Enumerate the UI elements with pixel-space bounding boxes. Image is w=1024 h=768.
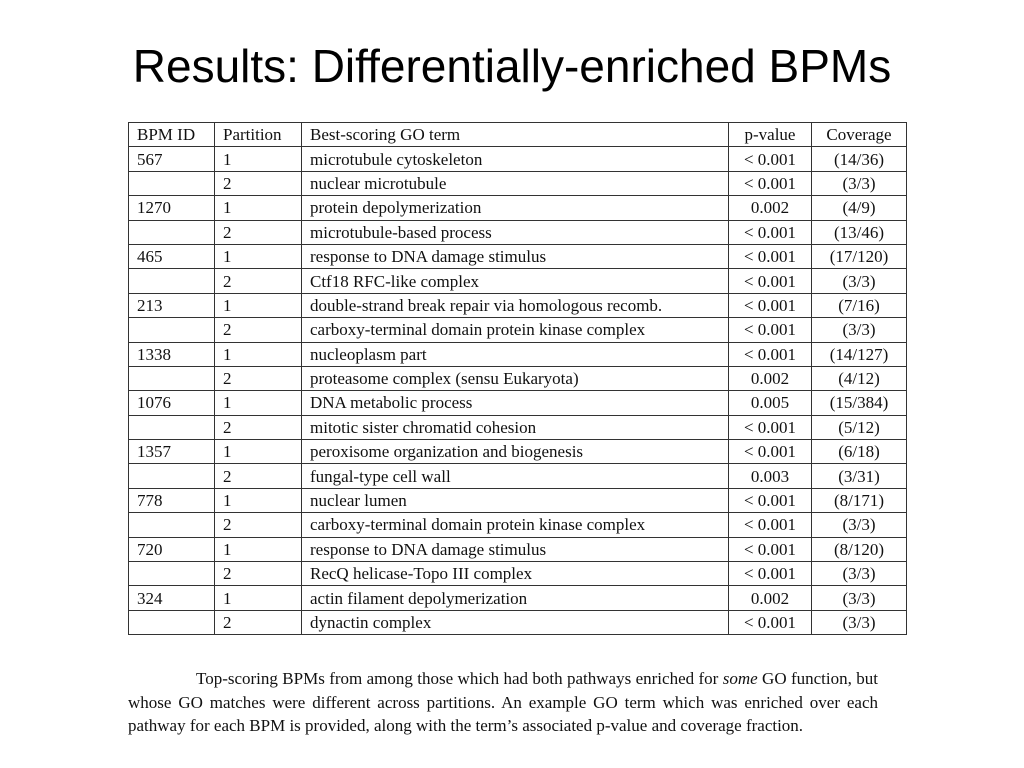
cell-p-value: < 0.001 bbox=[729, 610, 812, 634]
cell-partition: 2 bbox=[215, 318, 302, 342]
cell-coverage: (15/384) bbox=[812, 391, 907, 415]
header-p-value: p-value bbox=[729, 123, 812, 147]
cell-bpm-id: 465 bbox=[129, 244, 215, 268]
cell-go-term: microtubule cytoskeleton bbox=[302, 147, 729, 171]
cell-coverage: (8/120) bbox=[812, 537, 907, 561]
table-row bbox=[129, 269, 907, 293]
cell-p-value: < 0.001 bbox=[729, 269, 812, 293]
cell-coverage: (6/18) bbox=[812, 440, 907, 464]
cell-p-value: < 0.001 bbox=[729, 513, 812, 537]
cell-bpm-id bbox=[129, 464, 215, 488]
cell-go-term: peroxisome organization and biogenesis bbox=[302, 440, 729, 464]
cell-partition: 2 bbox=[215, 464, 302, 488]
cell-coverage: (4/12) bbox=[812, 366, 907, 390]
cell-bpm-id: 1076 bbox=[129, 391, 215, 415]
cell-go-term: fungal-type cell wall bbox=[302, 464, 729, 488]
cell-bpm-id bbox=[129, 171, 215, 195]
header-coverage: Coverage bbox=[812, 123, 907, 147]
table-row bbox=[129, 464, 907, 488]
cell-p-value: < 0.001 bbox=[729, 562, 812, 586]
cell-p-value: < 0.001 bbox=[729, 440, 812, 464]
cell-go-term: nuclear microtubule bbox=[302, 171, 729, 195]
cell-go-term: double-strand break repair via homologous recomb. bbox=[302, 293, 729, 317]
table-row bbox=[129, 440, 907, 464]
cell-go-term: microtubule-based process bbox=[302, 220, 729, 244]
cell-go-term: Ctf18 RFC-like complex bbox=[302, 269, 729, 293]
cell-coverage: (14/36) bbox=[812, 147, 907, 171]
table-row bbox=[129, 415, 907, 439]
cell-bpm-id bbox=[129, 562, 215, 586]
table-row bbox=[129, 244, 907, 268]
cell-p-value: < 0.001 bbox=[729, 318, 812, 342]
table-row bbox=[129, 586, 907, 610]
cell-p-value: < 0.001 bbox=[729, 488, 812, 512]
slide-title: Results: Differentially-enriched BPMs bbox=[132, 40, 892, 92]
cell-p-value: < 0.001 bbox=[729, 342, 812, 366]
cell-partition: 1 bbox=[215, 537, 302, 561]
cell-go-term: actin filament depolymerization bbox=[302, 586, 729, 610]
cell-coverage: (13/46) bbox=[812, 220, 907, 244]
table-row bbox=[129, 220, 907, 244]
cell-partition: 1 bbox=[215, 293, 302, 317]
cell-coverage: (3/3) bbox=[812, 318, 907, 342]
cell-p-value: < 0.001 bbox=[729, 293, 812, 317]
cell-partition: 1 bbox=[215, 440, 302, 464]
caption-text-start: Top-scoring BPMs from among those which had both pathways enriched for bbox=[196, 669, 723, 688]
cell-partition: 2 bbox=[215, 415, 302, 439]
cell-partition: 1 bbox=[215, 244, 302, 268]
table-caption bbox=[128, 667, 878, 738]
header-bpm-id: BPM ID bbox=[129, 123, 215, 147]
cell-partition: 2 bbox=[215, 610, 302, 634]
cell-bpm-id bbox=[129, 513, 215, 537]
cell-bpm-id bbox=[129, 220, 215, 244]
cell-partition: 2 bbox=[215, 171, 302, 195]
cell-partition: 2 bbox=[215, 269, 302, 293]
cell-go-term: carboxy-terminal domain protein kinase complex bbox=[302, 513, 729, 537]
table-row bbox=[129, 171, 907, 195]
cell-go-term: dynactin complex bbox=[302, 610, 729, 634]
cell-partition: 2 bbox=[215, 366, 302, 390]
table-row bbox=[129, 318, 907, 342]
table-row bbox=[129, 537, 907, 561]
cell-coverage: (4/9) bbox=[812, 196, 907, 220]
cell-go-term: mitotic sister chromatid cohesion bbox=[302, 415, 729, 439]
cell-bpm-id bbox=[129, 610, 215, 634]
cell-go-term: nuclear lumen bbox=[302, 488, 729, 512]
cell-partition: 1 bbox=[215, 488, 302, 512]
table-row bbox=[129, 342, 907, 366]
table-row bbox=[129, 562, 907, 586]
cell-partition: 2 bbox=[215, 562, 302, 586]
cell-p-value: < 0.001 bbox=[729, 415, 812, 439]
results-table bbox=[128, 122, 907, 635]
header-partition: Partition bbox=[215, 123, 302, 147]
cell-bpm-id: 324 bbox=[129, 586, 215, 610]
cell-go-term: nucleoplasm part bbox=[302, 342, 729, 366]
cell-p-value: < 0.001 bbox=[729, 220, 812, 244]
cell-go-term: carboxy-terminal domain protein kinase complex bbox=[302, 318, 729, 342]
table-row bbox=[129, 196, 907, 220]
cell-partition: 1 bbox=[215, 147, 302, 171]
cell-p-value: < 0.001 bbox=[729, 537, 812, 561]
cell-p-value: 0.002 bbox=[729, 586, 812, 610]
header-go-term: Best-scoring GO term bbox=[302, 123, 729, 147]
table-row bbox=[129, 488, 907, 512]
table-header-row bbox=[129, 123, 907, 147]
cell-p-value: < 0.001 bbox=[729, 171, 812, 195]
cell-partition: 2 bbox=[215, 220, 302, 244]
cell-coverage: (3/3) bbox=[812, 610, 907, 634]
cell-coverage: (3/31) bbox=[812, 464, 907, 488]
cell-coverage: (3/3) bbox=[812, 171, 907, 195]
table-row bbox=[129, 610, 907, 634]
cell-coverage: (5/12) bbox=[812, 415, 907, 439]
cell-go-term: protein depolymerization bbox=[302, 196, 729, 220]
cell-p-value: 0.002 bbox=[729, 196, 812, 220]
cell-bpm-id: 1338 bbox=[129, 342, 215, 366]
cell-partition: 2 bbox=[215, 513, 302, 537]
table-row bbox=[129, 366, 907, 390]
cell-bpm-id: 213 bbox=[129, 293, 215, 317]
cell-p-value: 0.005 bbox=[729, 391, 812, 415]
cell-coverage: (3/3) bbox=[812, 269, 907, 293]
cell-partition: 1 bbox=[215, 342, 302, 366]
cell-partition: 1 bbox=[215, 391, 302, 415]
table-body bbox=[129, 147, 907, 635]
caption-emphasis: some bbox=[722, 669, 758, 688]
table-row bbox=[129, 147, 907, 171]
table-row bbox=[129, 293, 907, 317]
cell-coverage: (3/3) bbox=[812, 513, 907, 537]
cell-bpm-id bbox=[129, 415, 215, 439]
table-row bbox=[129, 391, 907, 415]
cell-bpm-id: 720 bbox=[129, 537, 215, 561]
cell-p-value: < 0.001 bbox=[729, 244, 812, 268]
cell-go-term: RecQ helicase-Topo III complex bbox=[302, 562, 729, 586]
cell-p-value: 0.003 bbox=[729, 464, 812, 488]
cell-coverage: (14/127) bbox=[812, 342, 907, 366]
cell-bpm-id: 778 bbox=[129, 488, 215, 512]
cell-go-term: DNA metabolic process bbox=[302, 391, 729, 415]
cell-coverage: (7/16) bbox=[812, 293, 907, 317]
cell-bpm-id bbox=[129, 269, 215, 293]
cell-bpm-id bbox=[129, 318, 215, 342]
cell-bpm-id: 567 bbox=[129, 147, 215, 171]
cell-go-term: response to DNA damage stimulus bbox=[302, 244, 729, 268]
cell-p-value: 0.002 bbox=[729, 366, 812, 390]
cell-coverage: (3/3) bbox=[812, 586, 907, 610]
cell-bpm-id: 1270 bbox=[129, 196, 215, 220]
cell-p-value: < 0.001 bbox=[729, 147, 812, 171]
cell-coverage: (8/171) bbox=[812, 488, 907, 512]
cell-coverage: (3/3) bbox=[812, 562, 907, 586]
caption-text-end: GO function, but whose GO matches were different across partitions. An example GO term which was enriched over each pathway for each BPM is provided, along with the term’s associated p-value and coverage fraction. bbox=[128, 669, 878, 735]
cell-bpm-id: 1357 bbox=[129, 440, 215, 464]
cell-bpm-id bbox=[129, 366, 215, 390]
cell-coverage: (17/120) bbox=[812, 244, 907, 268]
cell-go-term: response to DNA damage stimulus bbox=[302, 537, 729, 561]
cell-partition: 1 bbox=[215, 196, 302, 220]
cell-go-term: proteasome complex (sensu Eukaryota) bbox=[302, 366, 729, 390]
table-row bbox=[129, 513, 907, 537]
cell-partition: 1 bbox=[215, 586, 302, 610]
